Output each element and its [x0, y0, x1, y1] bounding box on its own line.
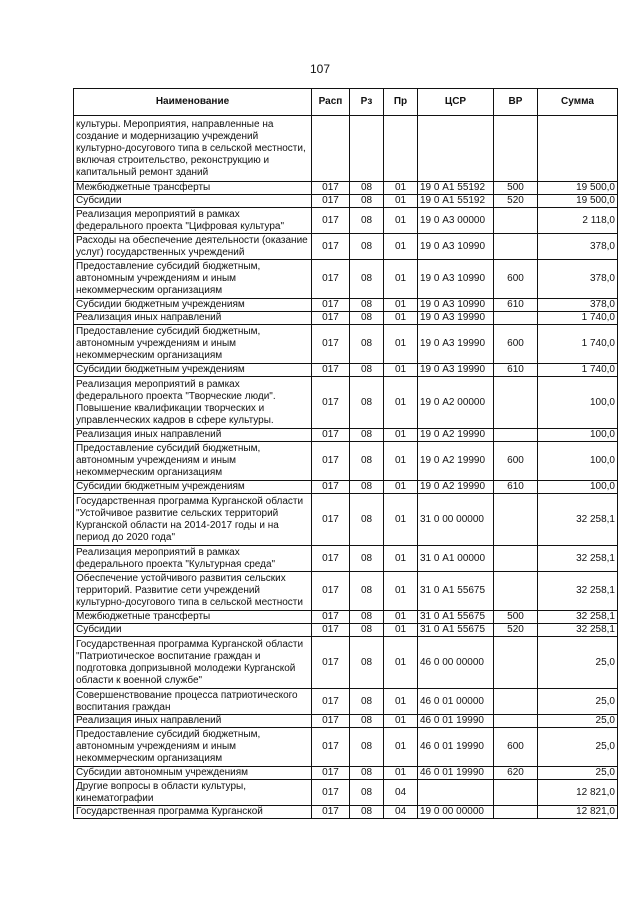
cell-vr: 610: [494, 299, 538, 312]
cell-pr: 01: [384, 377, 418, 429]
cell-sum: 100,0: [538, 481, 618, 494]
cell-rz: 08: [350, 494, 384, 546]
cell-rz: 08: [350, 715, 384, 728]
cell-vr: 600: [494, 325, 538, 364]
cell-sum: 25,0: [538, 767, 618, 780]
cell-rz: 08: [350, 234, 384, 260]
cell-rasp: 017: [312, 572, 350, 611]
cell-sum: 378,0: [538, 299, 618, 312]
cell-rasp: 017: [312, 780, 350, 806]
cell-sum: 378,0: [538, 260, 618, 299]
cell-rasp: 017: [312, 481, 350, 494]
header-sum: Сумма: [538, 89, 618, 116]
table-row: [74, 637, 618, 689]
cell-pr: [384, 116, 418, 182]
cell-rasp: 017: [312, 299, 350, 312]
cell-rz: 08: [350, 182, 384, 195]
cell-rz: 08: [350, 299, 384, 312]
cell-pr: 01: [384, 364, 418, 377]
cell-sum: 25,0: [538, 728, 618, 767]
cell-name: Предоставление субсидий бюджетным, автономным учреждениям и иным некоммерческим организациям: [74, 260, 312, 299]
cell-rasp: 017: [312, 689, 350, 715]
header-rasp: Расп: [312, 89, 350, 116]
header-name: Наименование: [74, 89, 312, 116]
cell-vr: 600: [494, 260, 538, 299]
table-row: [74, 312, 618, 325]
table-row: [74, 208, 618, 234]
cell-rz: 08: [350, 780, 384, 806]
cell-rz: 08: [350, 689, 384, 715]
cell-name: Государственная программа Курганской области "Устойчивое развитие сельских территорий Курганской области на 2014-2017 годы и на период до 2020 года": [74, 494, 312, 546]
table-row: [74, 325, 618, 364]
cell-csr: 19 0 А3 00000: [418, 208, 494, 234]
cell-vr: [494, 689, 538, 715]
cell-pr: 01: [384, 624, 418, 637]
cell-pr: 01: [384, 611, 418, 624]
cell-rz: 08: [350, 546, 384, 572]
cell-csr: 46 0 01 19990: [418, 767, 494, 780]
cell-csr: 19 0 А3 10990: [418, 260, 494, 299]
cell-pr: 01: [384, 442, 418, 481]
cell-rasp: 017: [312, 767, 350, 780]
cell-rasp: 017: [312, 429, 350, 442]
cell-csr: 19 0 00 00000: [418, 806, 494, 819]
cell-name: Реализация мероприятий в рамках федерального проекта "Культурная среда": [74, 546, 312, 572]
cell-rasp: 017: [312, 715, 350, 728]
cell-name: Межбюджетные трансферты: [74, 611, 312, 624]
cell-pr: 01: [384, 572, 418, 611]
cell-sum: 1 740,0: [538, 325, 618, 364]
cell-pr: 01: [384, 260, 418, 299]
cell-vr: [494, 377, 538, 429]
cell-vr: 600: [494, 728, 538, 767]
cell-csr: 19 0 А2 19990: [418, 481, 494, 494]
cell-csr: 19 0 А2 19990: [418, 429, 494, 442]
cell-rasp: 017: [312, 624, 350, 637]
cell-pr: 04: [384, 780, 418, 806]
cell-vr: 610: [494, 481, 538, 494]
cell-vr: 500: [494, 611, 538, 624]
cell-vr: 620: [494, 767, 538, 780]
cell-rasp: 017: [312, 377, 350, 429]
cell-rz: 08: [350, 429, 384, 442]
cell-name: Субсидии: [74, 624, 312, 637]
table-row: [74, 429, 618, 442]
cell-sum: 19 500,0: [538, 182, 618, 195]
cell-rz: 08: [350, 377, 384, 429]
cell-csr: 19 0 А1 55192: [418, 195, 494, 208]
cell-vr: 520: [494, 624, 538, 637]
cell-csr: 31 0 00 00000: [418, 494, 494, 546]
cell-pr: 01: [384, 325, 418, 364]
cell-name: Реализация иных направлений: [74, 429, 312, 442]
cell-sum: 378,0: [538, 234, 618, 260]
table-row: [74, 116, 618, 182]
cell-csr: 19 0 А3 10990: [418, 299, 494, 312]
cell-name: Предоставление субсидий бюджетным, автономным учреждениям и иным некоммерческим организациям: [74, 442, 312, 481]
cell-rz: 08: [350, 195, 384, 208]
cell-rasp: 017: [312, 234, 350, 260]
cell-vr: [494, 546, 538, 572]
cell-csr: 46 0 00 00000: [418, 637, 494, 689]
cell-vr: 500: [494, 182, 538, 195]
cell-csr: 31 0 А1 55675: [418, 624, 494, 637]
cell-sum: 100,0: [538, 377, 618, 429]
cell-vr: [494, 572, 538, 611]
cell-rz: 08: [350, 624, 384, 637]
cell-csr: 19 0 А2 19990: [418, 442, 494, 481]
cell-csr: [418, 780, 494, 806]
table-row: [74, 728, 618, 767]
cell-name: Государственная программа Курганской: [74, 806, 312, 819]
cell-sum: 25,0: [538, 715, 618, 728]
cell-name: Обеспечение устойчивого развития сельских территорий. Развитие сети учреждений культурно-досугового типа в сельской местности: [74, 572, 312, 611]
header-csr: ЦСР: [418, 89, 494, 116]
cell-csr: 19 0 А2 00000: [418, 377, 494, 429]
cell-rz: 08: [350, 611, 384, 624]
cell-vr: [494, 715, 538, 728]
cell-rasp: 017: [312, 442, 350, 481]
cell-csr: 19 0 А1 55192: [418, 182, 494, 195]
cell-csr: 31 0 А1 55675: [418, 572, 494, 611]
header-vr: ВР: [494, 89, 538, 116]
cell-csr: 19 0 А3 19990: [418, 364, 494, 377]
budget-table: [73, 88, 618, 819]
cell-name: Государственная программа Курганской области "Патриотическое воспитание граждан и подготовка допризывной молодежи Курганской области к военной службе": [74, 637, 312, 689]
cell-rz: 08: [350, 481, 384, 494]
cell-pr: 01: [384, 182, 418, 195]
cell-name: Субсидии бюджетным учреждениям: [74, 364, 312, 377]
table-row: [74, 442, 618, 481]
cell-pr: 01: [384, 494, 418, 546]
cell-vr: 610: [494, 364, 538, 377]
cell-vr: 600: [494, 442, 538, 481]
cell-csr: 46 0 01 19990: [418, 728, 494, 767]
table-body: [74, 116, 618, 819]
cell-rasp: 017: [312, 806, 350, 819]
cell-vr: [494, 208, 538, 234]
cell-sum: 12 821,0: [538, 780, 618, 806]
cell-sum: 100,0: [538, 429, 618, 442]
cell-vr: [494, 806, 538, 819]
cell-name: Предоставление субсидий бюджетным, автономным учреждениям и иным некоммерческим организациям: [74, 325, 312, 364]
table-row: [74, 767, 618, 780]
cell-pr: 01: [384, 299, 418, 312]
cell-rasp: 017: [312, 312, 350, 325]
table-row: [74, 780, 618, 806]
table-row: [74, 611, 618, 624]
cell-sum: 2 118,0: [538, 208, 618, 234]
cell-rasp: 017: [312, 546, 350, 572]
cell-rasp: 017: [312, 182, 350, 195]
cell-rasp: 017: [312, 728, 350, 767]
cell-rz: 08: [350, 728, 384, 767]
cell-rz: 08: [350, 806, 384, 819]
table-row: [74, 364, 618, 377]
cell-csr: 19 0 А3 19990: [418, 312, 494, 325]
table-row: [74, 234, 618, 260]
cell-pr: 01: [384, 689, 418, 715]
cell-pr: 01: [384, 481, 418, 494]
cell-name: Субсидии автономным учреждениям: [74, 767, 312, 780]
table-row: [74, 572, 618, 611]
cell-rasp: 017: [312, 208, 350, 234]
cell-rz: 08: [350, 364, 384, 377]
cell-sum: [538, 116, 618, 182]
cell-vr: [494, 429, 538, 442]
cell-pr: 01: [384, 728, 418, 767]
cell-csr: 46 0 01 19990: [418, 715, 494, 728]
table-row: [74, 481, 618, 494]
cell-rz: 08: [350, 312, 384, 325]
cell-rasp: [312, 116, 350, 182]
cell-vr: [494, 494, 538, 546]
cell-sum: 32 258,1: [538, 546, 618, 572]
cell-sum: 1 740,0: [538, 364, 618, 377]
cell-name: Совершенствование процесса патриотического воспитания граждан: [74, 689, 312, 715]
cell-name: Субсидии: [74, 195, 312, 208]
header-pr: Пр: [384, 89, 418, 116]
cell-rasp: 017: [312, 325, 350, 364]
cell-sum: 32 258,1: [538, 494, 618, 546]
cell-csr: 31 0 А1 55675: [418, 611, 494, 624]
cell-rz: 08: [350, 767, 384, 780]
table-row: [74, 195, 618, 208]
table-row: [74, 689, 618, 715]
table-header-row: [74, 89, 618, 116]
cell-rasp: 017: [312, 260, 350, 299]
cell-name: Реализация иных направлений: [74, 715, 312, 728]
table-row: [74, 624, 618, 637]
cell-pr: 04: [384, 806, 418, 819]
cell-csr: 31 0 А1 00000: [418, 546, 494, 572]
cell-rz: 08: [350, 325, 384, 364]
cell-rasp: 017: [312, 364, 350, 377]
cell-vr: [494, 234, 538, 260]
cell-name: Реализация мероприятий в рамках федерального проекта "Творческие люди". Повышение квалификации творческих и управленческих кадров в сфере культуры.: [74, 377, 312, 429]
cell-sum: 19 500,0: [538, 195, 618, 208]
cell-name: Предоставление субсидий бюджетным, автономным учреждениям и иным некоммерческим организациям: [74, 728, 312, 767]
cell-pr: 01: [384, 715, 418, 728]
cell-pr: 01: [384, 767, 418, 780]
cell-vr: 520: [494, 195, 538, 208]
table-row: [74, 494, 618, 546]
cell-rz: [350, 116, 384, 182]
cell-csr: 19 0 А3 10990: [418, 234, 494, 260]
cell-sum: 100,0: [538, 442, 618, 481]
table-row: [74, 377, 618, 429]
cell-sum: 25,0: [538, 637, 618, 689]
cell-rz: 08: [350, 260, 384, 299]
cell-rasp: 017: [312, 611, 350, 624]
cell-sum: 32 258,1: [538, 572, 618, 611]
cell-name: Реализация мероприятий в рамках федерального проекта "Цифровая культура": [74, 208, 312, 234]
cell-pr: 01: [384, 208, 418, 234]
cell-name: Межбюджетные трансферты: [74, 182, 312, 195]
cell-rz: 08: [350, 208, 384, 234]
table-row: [74, 715, 618, 728]
cell-rz: 08: [350, 572, 384, 611]
cell-sum: 25,0: [538, 689, 618, 715]
table-row: [74, 546, 618, 572]
page-number: 107: [309, 62, 331, 76]
cell-pr: 01: [384, 546, 418, 572]
cell-sum: 12 821,0: [538, 806, 618, 819]
cell-sum: 32 258,1: [538, 624, 618, 637]
table-row: [74, 260, 618, 299]
cell-name: Расходы на обеспечение деятельности (оказание услуг) государственных учреждений: [74, 234, 312, 260]
cell-name: Субсидии бюджетным учреждениям: [74, 299, 312, 312]
table-row: [74, 299, 618, 312]
cell-vr: [494, 637, 538, 689]
cell-name: Другие вопросы в области культуры, кинематографии: [74, 780, 312, 806]
cell-rasp: 017: [312, 637, 350, 689]
cell-rz: 08: [350, 442, 384, 481]
cell-vr: [494, 780, 538, 806]
cell-pr: 01: [384, 312, 418, 325]
cell-sum: 1 740,0: [538, 312, 618, 325]
header-rz: Рз: [350, 89, 384, 116]
cell-csr: 19 0 А3 19990: [418, 325, 494, 364]
cell-vr: [494, 116, 538, 182]
cell-pr: 01: [384, 234, 418, 260]
cell-pr: 01: [384, 429, 418, 442]
cell-name: культуры. Мероприятия, направленные на создание и модернизацию учреждений культурно-досугового типа в сельской местности, включая строительство, реконструкцию и капитальный ремонт зданий: [74, 116, 312, 182]
cell-rz: 08: [350, 637, 384, 689]
cell-csr: [418, 116, 494, 182]
cell-rasp: 017: [312, 494, 350, 546]
table-row: [74, 182, 618, 195]
cell-pr: 01: [384, 195, 418, 208]
cell-name: Субсидии бюджетным учреждениям: [74, 481, 312, 494]
cell-csr: 46 0 01 00000: [418, 689, 494, 715]
cell-vr: [494, 312, 538, 325]
cell-rasp: 017: [312, 195, 350, 208]
cell-sum: 32 258,1: [538, 611, 618, 624]
cell-name: Реализация иных направлений: [74, 312, 312, 325]
cell-pr: 01: [384, 637, 418, 689]
table-row: [74, 806, 618, 819]
